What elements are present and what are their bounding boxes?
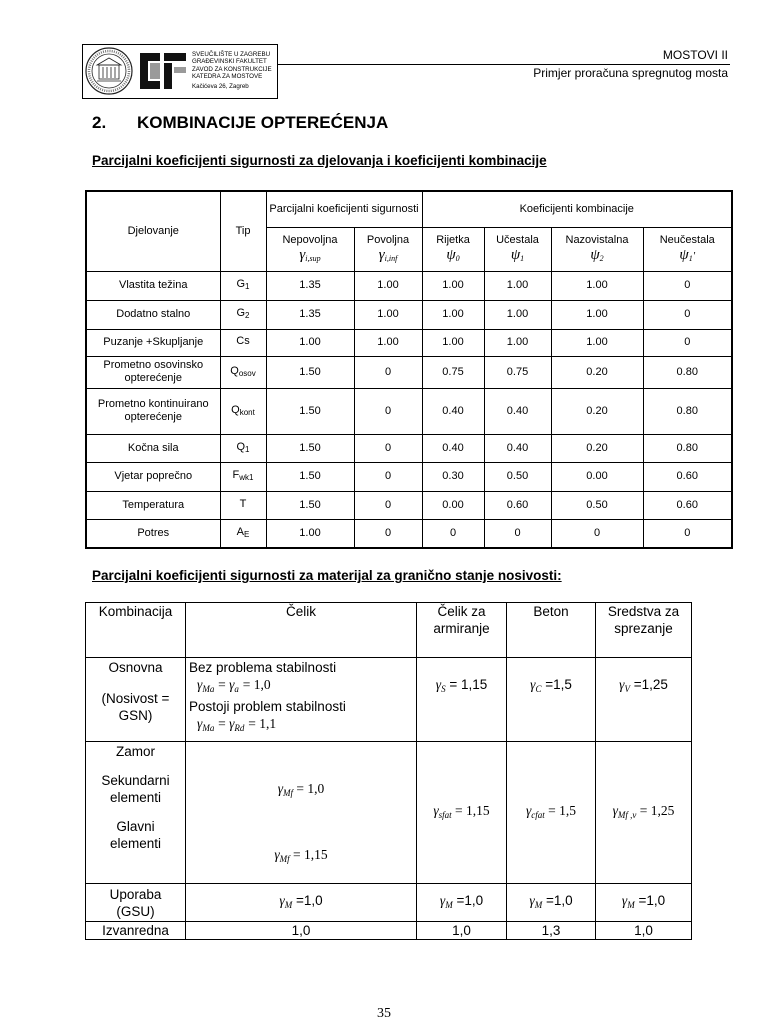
value-cell: 1.00 [354, 329, 422, 356]
formula-sub: cfat [531, 809, 545, 820]
value-cell: 0 [354, 388, 422, 434]
formula-sub: V [624, 684, 630, 694]
safety-factors-table [85, 190, 733, 549]
psi1-prime-subscript: 1 [688, 253, 693, 263]
value-cell: 0.00 [422, 491, 484, 519]
course-title: MOSTOVI II [662, 48, 728, 62]
uporaba-concrete-cell: $\gamma_M =1,0$ [507, 884, 596, 922]
uporaba-label: Uporaba (GSU) [86, 884, 186, 922]
type-subscript: kont [239, 407, 255, 417]
table-row [86, 300, 732, 329]
gamma-symbol: γ [378, 246, 385, 263]
formula-sub: a [234, 684, 239, 694]
header-combination-factors: Koeficijenti kombinacije [422, 191, 732, 227]
document-subtitle: Primjer proračuna spregnutog mosta [533, 66, 728, 80]
value-cell: 1.00 [422, 271, 484, 300]
action-cell: Prometno kontinuirano opterećenje [86, 388, 220, 434]
type-symbol: G [236, 307, 246, 319]
header-quasi-permanent [551, 227, 643, 271]
table-row [86, 271, 732, 300]
value-cell: 1.00 [484, 300, 551, 329]
value-cell: 0.20 [551, 356, 643, 388]
value-cell: 0.80 [643, 388, 732, 434]
formula-sub: M [284, 899, 293, 910]
value-cell: 0 [643, 300, 732, 329]
value-cell: 0 [354, 356, 422, 388]
type-symbol: Q [236, 440, 246, 453]
zamor-main-label: Glavni elementi [109, 819, 162, 851]
action-cell: Kočna sila [86, 434, 220, 462]
value-cell: 0 [354, 519, 422, 548]
formula-sub: Mf ,v [617, 809, 637, 820]
value-cell: 1.00 [354, 271, 422, 300]
table1-caption: Parcijalni koeficijenti sigurnosti za djelovanja i koeficijenti kombinacije [92, 153, 547, 168]
value-cell: 1.35 [266, 300, 354, 329]
action-cell: Vjetar poprečno [86, 462, 220, 491]
header-steel: Čelik [186, 603, 417, 658]
value-cell: 1.50 [266, 491, 354, 519]
type-cell [220, 356, 266, 388]
action-cell: Prometno osovinsko opterećenje [86, 356, 220, 388]
formula-sub: M [445, 899, 453, 910]
header-partial-factors: Parcijalni koeficijenti sigurnosti [266, 191, 422, 227]
formula-value: 1,1 [259, 716, 277, 731]
value-cell: 0 [643, 329, 732, 356]
psi0-subscript: 0 [455, 253, 460, 263]
action-cell: Puzanje +Skupljanje [86, 329, 220, 356]
formula-sub: S [441, 684, 446, 694]
action-cell: Temperatura [86, 491, 220, 519]
formula-value: 1,0 [646, 892, 666, 908]
osnovna-connectors-cell: $\gamma_V =1,25$ [596, 658, 692, 742]
header-favourable-label: Povoljna [366, 233, 410, 246]
value-cell: 0 [484, 519, 551, 548]
header-rebar: Čelik za armiranje [417, 603, 507, 658]
type-subscript: wk1 [239, 473, 254, 482]
institution-line: SVEUČILIŠTE U ZAGREBU [192, 51, 271, 58]
formula-value: 1,5 [553, 677, 572, 692]
value-cell: 1.00 [422, 300, 484, 329]
type-cell [220, 519, 266, 548]
uporaba-steel-cell: $\gamma_M =1,0$ [186, 884, 417, 922]
section-number: 2. [92, 113, 107, 132]
value-cell: 0.30 [422, 462, 484, 491]
value-cell: 0.75 [484, 356, 551, 388]
psi1-subscript: 1 [520, 253, 525, 263]
formula-sub: Rd [234, 723, 245, 733]
row-zamor-label [86, 742, 186, 884]
value-cell: 0 [354, 491, 422, 519]
type-subscript: 2 [245, 311, 250, 320]
formula-value: 1,0 [253, 677, 271, 692]
table-row [86, 388, 732, 434]
university-seal-icon [85, 47, 133, 95]
value-cell: 1.35 [266, 271, 354, 300]
value-cell: 1.00 [551, 329, 643, 356]
value-cell: 1.50 [266, 356, 354, 388]
header-infrequent-label: Neučestala [659, 233, 715, 246]
izvanredna-connectors-cell: 1,0 [596, 922, 692, 940]
formula-value: 1,0 [553, 892, 573, 908]
osnovna-label: Osnovna [108, 660, 163, 675]
osnovna-steel-cell: Bez problema stabilnosti $\gamma_{Ma} = \gamma_a = 1,0$ Postoji problem stabilnosti $\gamma_{Ma} = \gamma_{Rd} = 1,1$ [186, 658, 417, 742]
formula-value: 1,0 [303, 892, 323, 908]
psi-symbol: ψ [510, 246, 521, 263]
value-cell: 1.50 [266, 388, 354, 434]
psi-symbol: ψ [446, 246, 456, 263]
gamma-inf-subscript: i,inf [384, 253, 398, 263]
value-cell: 0 [354, 434, 422, 462]
header-rare-label: Rijetka [436, 233, 470, 246]
institution-address: Kačićeva 26, Zagreb [192, 83, 249, 91]
formula-value: 1,25 [641, 677, 668, 692]
psi2-subscript: 2 [599, 253, 604, 263]
value-cell: 1.00 [484, 329, 551, 356]
stability-label: Postoji problem stabilnosti [189, 699, 346, 714]
formula-value: 1,15 [304, 847, 328, 862]
formula-sub: Ma [202, 723, 215, 733]
zamor-label: Zamor [115, 744, 155, 759]
value-cell: 1.00 [422, 329, 484, 356]
row-osnovna-label [86, 658, 186, 742]
type-cell [220, 462, 266, 491]
izvanredna-steel-cell: 1,0 [186, 922, 417, 940]
header-connectors: Sredstva za sprezanje [596, 603, 692, 658]
value-cell: 0 [643, 519, 732, 548]
safety-factors-body [86, 271, 732, 548]
value-cell: 1.00 [484, 271, 551, 300]
formula-value: 1,25 [650, 802, 675, 818]
header-combination: Kombinacija [86, 603, 186, 658]
institution-line: GRAĐEVINSKI FAKULTET [192, 58, 267, 66]
type-cell [220, 271, 266, 300]
uporaba-rebar-cell: $\gamma_M =1,0$ [417, 884, 507, 922]
material-factors-table [85, 602, 692, 940]
formula-sub: Mf [283, 788, 294, 798]
header-concrete: Beton [507, 603, 596, 658]
formula-value: 1,5 [559, 802, 577, 818]
value-cell: 0.60 [643, 491, 732, 519]
value-cell: 0.00 [551, 462, 643, 491]
value-cell: 0.80 [643, 356, 732, 388]
izvanredna-concrete-cell: 1,3 [507, 922, 596, 940]
type-symbol: G [236, 278, 246, 290]
value-cell: 1.00 [266, 519, 354, 548]
table-row [86, 434, 732, 462]
type-symbol: A [236, 525, 244, 538]
header-frequent-label: Učestala [496, 233, 539, 246]
zamor-concrete-cell: $\gamma_{cfat} = 1,5$ [507, 742, 596, 884]
action-cell: Potres [86, 519, 220, 548]
institution-line: ZAVOD ZA KONSTRUKCIJE [192, 65, 272, 73]
type-symbol: T [239, 497, 247, 510]
header-unfavourable-label: Nepovoljna [282, 233, 338, 246]
type-subscript: 1 [245, 282, 250, 291]
type-subscript: osov [238, 368, 256, 378]
type-subscript: 1 [245, 444, 250, 454]
formula-value: 1,15 [460, 677, 488, 692]
header-rare [422, 227, 484, 271]
prime-mark: ' [692, 249, 696, 262]
type-cell [220, 491, 266, 519]
value-cell: 1.50 [266, 434, 354, 462]
header-unfavourable [266, 227, 354, 271]
type-symbol: Q [231, 403, 240, 416]
section-heading [92, 113, 388, 133]
header-infrequent [643, 227, 732, 271]
section-title: KOMBINACIJE OPTEREĆENJA [137, 113, 389, 132]
value-cell: 0.20 [551, 388, 643, 434]
value-cell: 0.75 [422, 356, 484, 388]
gamma-symbol: γ [299, 246, 306, 263]
type-cell [220, 300, 266, 329]
psi-symbol: ψ [679, 246, 689, 263]
zamor-secondary-label: Sekundarni elementi [101, 773, 170, 805]
value-cell: 1.00 [354, 300, 422, 329]
uporaba-connectors-cell: $\gamma_M =1,0$ [596, 884, 692, 922]
value-cell: 0.40 [422, 434, 484, 462]
table-row [86, 329, 732, 356]
value-cell: 0.20 [551, 434, 643, 462]
table2-caption: Parcijalni koeficijenti sigurnosti za materijal za granično stanje nosivosti: [92, 568, 562, 583]
value-cell: 0 [354, 462, 422, 491]
header-action: Djelovanje [86, 191, 220, 271]
header-rule [278, 64, 730, 65]
formula-sub: C [535, 684, 542, 694]
osnovna-concrete-cell: $\gamma_C =1,5$ [507, 658, 596, 742]
value-cell: 0.60 [484, 491, 551, 519]
institution-block [192, 51, 272, 90]
value-cell: 0 [422, 519, 484, 548]
value-cell: 0 [551, 519, 643, 548]
zamor-rebar-cell: $\gamma_{sfat} = 1,15$ [417, 742, 507, 884]
value-cell: 0.40 [484, 434, 551, 462]
value-cell: 1.50 [266, 462, 354, 491]
izvanredna-rebar-cell: 1,0 [417, 922, 507, 940]
table-row [86, 462, 732, 491]
type-subscript: E [244, 529, 250, 539]
type-symbol: Cs [236, 335, 250, 347]
header-type: Tip [220, 191, 266, 271]
izvanredna-label: Izvanredna [86, 922, 186, 940]
formula-value: 1,15 [466, 802, 490, 818]
value-cell: 1.00 [551, 271, 643, 300]
header-quasi-permanent-label: Nazovistalna [565, 233, 629, 246]
zamor-connectors-cell: $\gamma_{Mf ,v} = 1,25$ [596, 742, 692, 884]
table-row [86, 519, 732, 548]
action-cell: Dodatno stalno [86, 300, 220, 329]
institution-line: KATEDRA ZA MOSTOVE [192, 72, 263, 80]
table-row [86, 491, 732, 519]
zamor-steel-cell: $\gamma_{Mf} = 1,0$ $\gamma_{Mf} = 1,15$ [186, 742, 417, 884]
value-cell: 0.60 [643, 462, 732, 491]
no-stability-label: Bez problema stabilnosti [189, 660, 337, 675]
faculty-logo-icon [138, 51, 188, 91]
formula-sub: sfat [438, 809, 452, 820]
action-cell: Vlastita težina [86, 271, 220, 300]
value-cell: 0.40 [422, 388, 484, 434]
value-cell: 0.50 [484, 462, 551, 491]
page-number: 35 [377, 1006, 391, 1021]
table-row [86, 356, 732, 388]
type-symbol: Q [230, 364, 239, 377]
value-cell: 0 [643, 271, 732, 300]
value-cell: 0.50 [551, 491, 643, 519]
formula-value: 1,0 [307, 781, 325, 796]
header-frequent [484, 227, 551, 271]
type-cell [220, 329, 266, 356]
value-cell: 0.40 [484, 388, 551, 434]
psi-symbol: ψ [590, 246, 600, 263]
type-symbol: F [232, 469, 240, 481]
gamma-sup-subscript: i,sup [305, 253, 321, 263]
header-favourable [354, 227, 422, 271]
type-cell [220, 388, 266, 434]
formula-sub: Ma [202, 684, 215, 694]
type-cell [220, 434, 266, 462]
value-cell: 0.80 [643, 434, 732, 462]
value-cell: 1.00 [551, 300, 643, 329]
osnovna-rebar-cell: $\gamma_S = 1,15$ [417, 658, 507, 742]
formula-value: 1,0 [464, 892, 484, 908]
osnovna-sublabel: (Nosivost = GSN) [101, 691, 170, 723]
value-cell: 1.00 [266, 329, 354, 356]
formula-sub: M [534, 899, 543, 910]
formula-sub: M [627, 899, 635, 910]
formula-sub: Mf [279, 854, 290, 864]
